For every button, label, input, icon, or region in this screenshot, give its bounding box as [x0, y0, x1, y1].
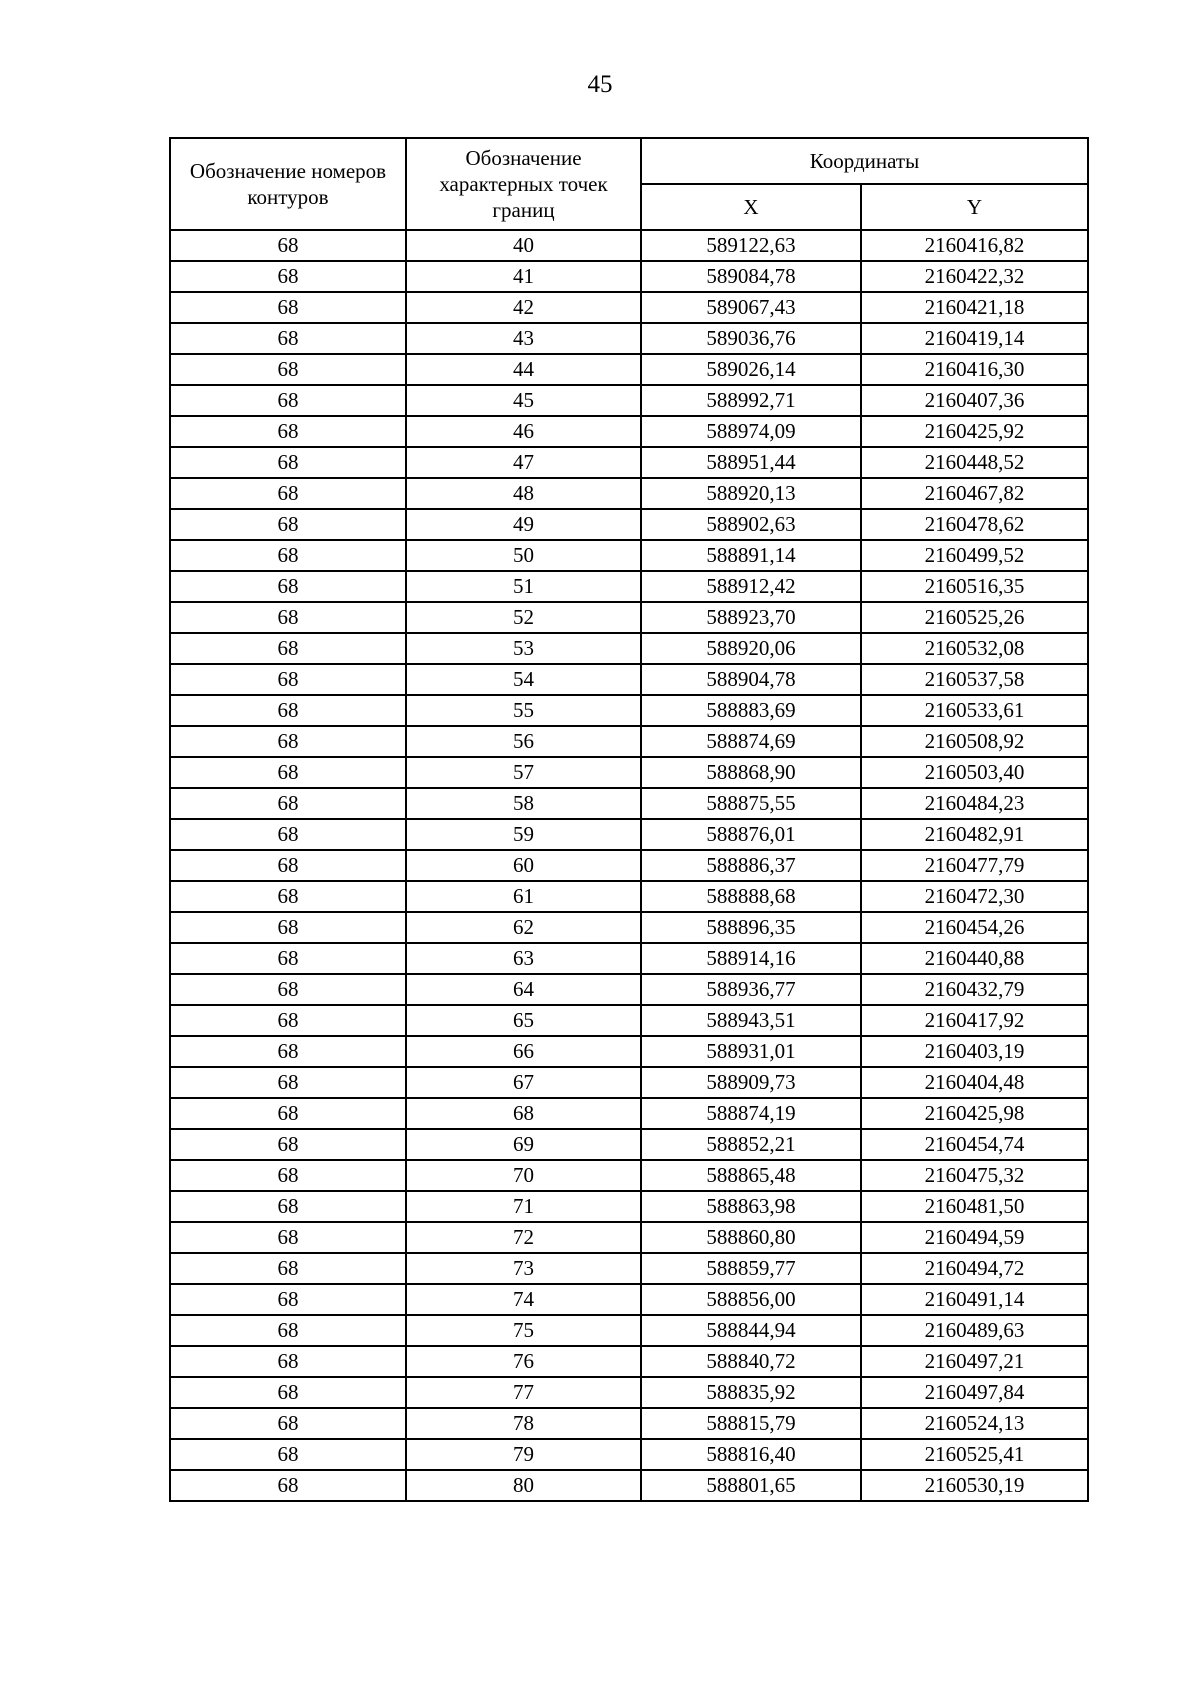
y-coordinate-cell: 2160416,82	[861, 230, 1088, 261]
x-coordinate-cell: 588840,72	[641, 1346, 861, 1377]
point-number-cell: 62	[406, 912, 641, 943]
point-number-cell: 48	[406, 478, 641, 509]
table-row	[170, 1067, 1088, 1098]
point-number-cell: 54	[406, 664, 641, 695]
contour-number-cell: 68	[170, 1098, 406, 1129]
point-number-cell: 74	[406, 1284, 641, 1315]
contour-number-header: Обозначение номеров контуров	[170, 138, 406, 230]
table-row	[170, 757, 1088, 788]
contour-number-cell: 68	[170, 602, 406, 633]
x-coordinate-cell: 588835,92	[641, 1377, 861, 1408]
table-row	[170, 943, 1088, 974]
x-coordinate-cell: 589036,76	[641, 323, 861, 354]
table-row	[170, 323, 1088, 354]
y-coordinate-cell: 2160484,23	[861, 788, 1088, 819]
y-coordinate-cell: 2160494,59	[861, 1222, 1088, 1253]
x-coordinate-cell: 589122,63	[641, 230, 861, 261]
contour-number-cell: 68	[170, 509, 406, 540]
table-row	[170, 1253, 1088, 1284]
y-coordinate-cell: 2160425,92	[861, 416, 1088, 447]
point-number-cell: 59	[406, 819, 641, 850]
x-header: X	[641, 184, 861, 230]
point-number-cell: 73	[406, 1253, 641, 1284]
contour-number-cell: 68	[170, 323, 406, 354]
point-number-cell: 69	[406, 1129, 641, 1160]
contour-number-cell: 68	[170, 1284, 406, 1315]
point-number-cell: 64	[406, 974, 641, 1005]
y-coordinate-cell: 2160448,52	[861, 447, 1088, 478]
x-coordinate-cell: 588883,69	[641, 695, 861, 726]
x-coordinate-cell: 588992,71	[641, 385, 861, 416]
contour-number-cell: 68	[170, 664, 406, 695]
point-number-cell: 75	[406, 1315, 641, 1346]
y-coordinate-cell: 2160440,88	[861, 943, 1088, 974]
y-coordinate-cell: 2160432,79	[861, 974, 1088, 1005]
x-coordinate-cell: 588923,70	[641, 602, 861, 633]
table-row	[170, 819, 1088, 850]
x-coordinate-cell: 588936,77	[641, 974, 861, 1005]
table-row	[170, 974, 1088, 1005]
x-coordinate-cell: 588904,78	[641, 664, 861, 695]
contour-number-cell: 68	[170, 881, 406, 912]
x-coordinate-cell: 588896,35	[641, 912, 861, 943]
x-coordinate-cell: 588974,09	[641, 416, 861, 447]
contour-number-cell: 68	[170, 1377, 406, 1408]
contour-number-cell: 68	[170, 757, 406, 788]
x-coordinate-cell: 588865,48	[641, 1160, 861, 1191]
x-coordinate-cell: 588874,19	[641, 1098, 861, 1129]
table-row	[170, 509, 1088, 540]
y-coordinate-cell: 2160404,48	[861, 1067, 1088, 1098]
x-coordinate-cell: 588859,77	[641, 1253, 861, 1284]
coordinates-table	[169, 137, 1089, 1502]
table-row	[170, 633, 1088, 664]
point-number-cell: 66	[406, 1036, 641, 1067]
contour-number-cell: 68	[170, 819, 406, 850]
y-coordinate-cell: 2160532,08	[861, 633, 1088, 664]
point-number-cell: 61	[406, 881, 641, 912]
x-coordinate-cell: 588815,79	[641, 1408, 861, 1439]
contour-number-cell: 68	[170, 1005, 406, 1036]
x-coordinate-cell: 588902,63	[641, 509, 861, 540]
table-row	[170, 354, 1088, 385]
y-coordinate-cell: 2160503,40	[861, 757, 1088, 788]
point-number-cell: 71	[406, 1191, 641, 1222]
contour-number-cell: 68	[170, 447, 406, 478]
table-row	[170, 447, 1088, 478]
point-number-cell: 57	[406, 757, 641, 788]
x-coordinate-cell: 589067,43	[641, 292, 861, 323]
point-number-cell: 77	[406, 1377, 641, 1408]
table-row	[170, 1315, 1088, 1346]
y-coordinate-cell: 2160524,13	[861, 1408, 1088, 1439]
table-row	[170, 1129, 1088, 1160]
point-number-cell: 45	[406, 385, 641, 416]
table-row	[170, 695, 1088, 726]
y-coordinate-cell: 2160421,18	[861, 292, 1088, 323]
y-coordinate-cell: 2160516,35	[861, 571, 1088, 602]
contour-number-cell: 68	[170, 1253, 406, 1284]
y-header: Y	[861, 184, 1088, 230]
contour-number-cell: 68	[170, 1315, 406, 1346]
table-row	[170, 1284, 1088, 1315]
contour-number-cell: 68	[170, 1067, 406, 1098]
y-coordinate-cell: 2160472,30	[861, 881, 1088, 912]
contour-number-cell: 68	[170, 1036, 406, 1067]
contour-number-cell: 68	[170, 230, 406, 261]
boundary-point-header: Обозначение характерных точек границ	[406, 138, 641, 230]
table-row	[170, 602, 1088, 633]
point-number-cell: 67	[406, 1067, 641, 1098]
y-coordinate-cell: 2160482,91	[861, 819, 1088, 850]
table-row	[170, 1036, 1088, 1067]
x-coordinate-cell: 588909,73	[641, 1067, 861, 1098]
contour-number-cell: 68	[170, 385, 406, 416]
x-coordinate-cell: 588875,55	[641, 788, 861, 819]
x-coordinate-cell: 588874,69	[641, 726, 861, 757]
point-number-cell: 42	[406, 292, 641, 323]
contour-number-cell: 68	[170, 1191, 406, 1222]
x-coordinate-cell: 588844,94	[641, 1315, 861, 1346]
y-coordinate-cell: 2160525,41	[861, 1439, 1088, 1470]
y-coordinate-cell: 2160467,82	[861, 478, 1088, 509]
y-coordinate-cell: 2160407,36	[861, 385, 1088, 416]
point-number-cell: 44	[406, 354, 641, 385]
table-row	[170, 1470, 1088, 1501]
x-coordinate-cell: 588943,51	[641, 1005, 861, 1036]
y-coordinate-cell: 2160422,32	[861, 261, 1088, 292]
point-number-cell: 43	[406, 323, 641, 354]
contour-number-cell: 68	[170, 1222, 406, 1253]
y-coordinate-cell: 2160508,92	[861, 726, 1088, 757]
table-row	[170, 540, 1088, 571]
x-coordinate-cell: 588931,01	[641, 1036, 861, 1067]
table-row	[170, 1346, 1088, 1377]
point-number-cell: 78	[406, 1408, 641, 1439]
contour-number-cell: 68	[170, 1129, 406, 1160]
point-number-cell: 51	[406, 571, 641, 602]
y-coordinate-cell: 2160494,72	[861, 1253, 1088, 1284]
contour-number-cell: 68	[170, 633, 406, 664]
contour-number-cell: 68	[170, 354, 406, 385]
table-row	[170, 788, 1088, 819]
point-number-cell: 68	[406, 1098, 641, 1129]
contour-number-cell: 68	[170, 788, 406, 819]
y-coordinate-cell: 2160537,58	[861, 664, 1088, 695]
point-number-cell: 49	[406, 509, 641, 540]
point-number-cell: 46	[406, 416, 641, 447]
contour-number-cell: 68	[170, 292, 406, 323]
contour-number-cell: 68	[170, 912, 406, 943]
x-coordinate-cell: 589084,78	[641, 261, 861, 292]
y-coordinate-cell: 2160533,61	[861, 695, 1088, 726]
contour-number-cell: 68	[170, 416, 406, 447]
y-coordinate-cell: 2160475,32	[861, 1160, 1088, 1191]
contour-number-cell: 68	[170, 1470, 406, 1501]
x-coordinate-cell: 588852,21	[641, 1129, 861, 1160]
contour-number-cell: 68	[170, 1346, 406, 1377]
table-row	[170, 1439, 1088, 1470]
y-coordinate-cell: 2160477,79	[861, 850, 1088, 881]
table-row	[170, 850, 1088, 881]
table-row	[170, 571, 1088, 602]
y-coordinate-cell: 2160497,21	[861, 1346, 1088, 1377]
table-row	[170, 1005, 1088, 1036]
contour-number-cell: 68	[170, 1408, 406, 1439]
x-coordinate-cell: 588863,98	[641, 1191, 861, 1222]
table-row	[170, 726, 1088, 757]
table-row	[170, 1098, 1088, 1129]
x-coordinate-cell: 588888,68	[641, 881, 861, 912]
point-number-cell: 56	[406, 726, 641, 757]
table-row	[170, 478, 1088, 509]
point-number-cell: 80	[406, 1470, 641, 1501]
header-row	[170, 138, 1088, 184]
table-row	[170, 881, 1088, 912]
y-coordinate-cell: 2160417,92	[861, 1005, 1088, 1036]
table-row	[170, 1408, 1088, 1439]
contour-number-cell: 68	[170, 974, 406, 1005]
x-coordinate-cell: 588912,42	[641, 571, 861, 602]
point-number-cell: 47	[406, 447, 641, 478]
x-coordinate-cell: 588856,00	[641, 1284, 861, 1315]
x-coordinate-cell: 588876,01	[641, 819, 861, 850]
table-body	[170, 230, 1088, 1501]
x-coordinate-cell: 588951,44	[641, 447, 861, 478]
point-number-cell: 58	[406, 788, 641, 819]
point-number-cell: 60	[406, 850, 641, 881]
y-coordinate-cell: 2160499,52	[861, 540, 1088, 571]
contour-number-cell: 68	[170, 1439, 406, 1470]
table-row	[170, 292, 1088, 323]
y-coordinate-cell: 2160416,30	[861, 354, 1088, 385]
point-number-cell: 55	[406, 695, 641, 726]
contour-number-cell: 68	[170, 850, 406, 881]
x-coordinate-cell: 588816,40	[641, 1439, 861, 1470]
point-number-cell: 53	[406, 633, 641, 664]
point-number-cell: 52	[406, 602, 641, 633]
table-header	[170, 138, 1088, 230]
y-coordinate-cell: 2160454,74	[861, 1129, 1088, 1160]
table-row	[170, 230, 1088, 261]
y-coordinate-cell: 2160525,26	[861, 602, 1088, 633]
x-coordinate-cell: 588868,90	[641, 757, 861, 788]
x-coordinate-cell: 588886,37	[641, 850, 861, 881]
contour-number-cell: 68	[170, 478, 406, 509]
point-number-cell: 79	[406, 1439, 641, 1470]
y-coordinate-cell: 2160481,50	[861, 1191, 1088, 1222]
y-coordinate-cell: 2160425,98	[861, 1098, 1088, 1129]
x-coordinate-cell: 589026,14	[641, 354, 861, 385]
y-coordinate-cell: 2160419,14	[861, 323, 1088, 354]
table-row	[170, 912, 1088, 943]
point-number-cell: 50	[406, 540, 641, 571]
y-coordinate-cell: 2160454,26	[861, 912, 1088, 943]
table-row	[170, 664, 1088, 695]
point-number-cell: 40	[406, 230, 641, 261]
table-row	[170, 1377, 1088, 1408]
table-row	[170, 416, 1088, 447]
x-coordinate-cell: 588914,16	[641, 943, 861, 974]
table-row	[170, 385, 1088, 416]
y-coordinate-cell: 2160403,19	[861, 1036, 1088, 1067]
point-number-cell: 41	[406, 261, 641, 292]
x-coordinate-cell: 588891,14	[641, 540, 861, 571]
coordinates-header: Координаты	[641, 138, 1088, 184]
x-coordinate-cell: 588920,13	[641, 478, 861, 509]
contour-number-cell: 68	[170, 943, 406, 974]
table-row	[170, 1160, 1088, 1191]
table-row	[170, 1222, 1088, 1253]
point-number-cell: 76	[406, 1346, 641, 1377]
contour-number-cell: 68	[170, 540, 406, 571]
point-number-cell: 65	[406, 1005, 641, 1036]
point-number-cell: 72	[406, 1222, 641, 1253]
y-coordinate-cell: 2160478,62	[861, 509, 1088, 540]
y-coordinate-cell: 2160530,19	[861, 1470, 1088, 1501]
x-coordinate-cell: 588920,06	[641, 633, 861, 664]
point-number-cell: 63	[406, 943, 641, 974]
x-coordinate-cell: 588860,80	[641, 1222, 861, 1253]
table-row	[170, 261, 1088, 292]
page-number: 45	[587, 71, 613, 98]
y-coordinate-cell: 2160497,84	[861, 1377, 1088, 1408]
table-row	[170, 1191, 1088, 1222]
x-coordinate-cell: 588801,65	[641, 1470, 861, 1501]
contour-number-cell: 68	[170, 261, 406, 292]
contour-number-cell: 68	[170, 726, 406, 757]
y-coordinate-cell: 2160489,63	[861, 1315, 1088, 1346]
point-number-cell: 70	[406, 1160, 641, 1191]
y-coordinate-cell: 2160491,14	[861, 1284, 1088, 1315]
contour-number-cell: 68	[170, 571, 406, 602]
contour-number-cell: 68	[170, 695, 406, 726]
contour-number-cell: 68	[170, 1160, 406, 1191]
